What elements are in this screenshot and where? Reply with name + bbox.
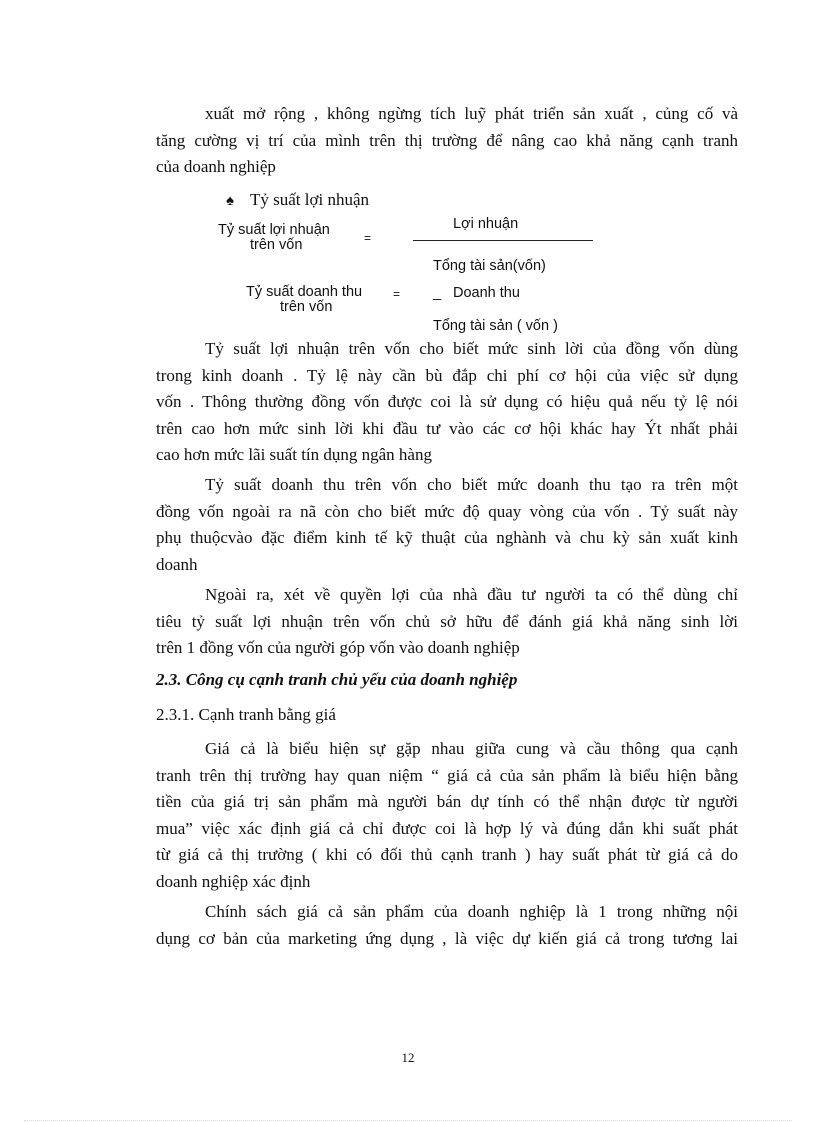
- formula-1-denominator: Tổng tài sản(vốn): [433, 258, 546, 274]
- paragraph-line: doanh nghiệp xác định: [156, 871, 311, 891]
- paragraph-line: vốn . Thông thường đồng vốn được coi là sử dụng có hiệu quả nếu tỷ lệ nói: [156, 392, 738, 411]
- paragraph-line: tranh trên thị trường hay quan niệm “ giá cả của sản phẩm là biểu hiện bằng: [156, 765, 738, 785]
- formula-1-label-line-2: trên vốn: [250, 237, 303, 253]
- paragraph-line: doanh: [156, 554, 198, 574]
- formula-2-numerator: Doanh thu: [453, 285, 520, 301]
- formula-2-equals: =: [393, 287, 401, 301]
- page-bottom-divider: [24, 1120, 792, 1121]
- bullet-text: Tỷ suất lợi nhuận: [250, 190, 369, 209]
- paragraph-line: Tỷ suất doanh thu trên vốn cho biết mức doanh thu tạo ra trên một: [205, 475, 738, 494]
- paragraph-line: dụng cơ bản của marketing ứng dụng , là việc dự kiến giá cả trong tương lai: [156, 928, 738, 948]
- paragraph-line: trên 1 đồng vốn của người góp vốn vào doanh nghiệp: [156, 638, 520, 657]
- paragraph-line: Giá cả là biểu hiện sự gặp nhau giữa cung và cầu thông qua cạnh: [205, 739, 738, 758]
- paragraph-line: trong kinh doanh . Tỷ lệ này cần bù đắp chi phí cơ hội của việc sử dụng: [156, 365, 738, 385]
- paragraph-3: [156, 472, 738, 578]
- paragraph-line: cao hơn mức lãi suất tín dụng ngân hàng: [156, 445, 432, 464]
- paragraph-line: Chính sách giá cả sản phẩm của doanh nghiệp là 1 trong những nội: [205, 902, 738, 921]
- formula-1-numerator: Lợi nhuận: [453, 216, 519, 232]
- bullet-item: [226, 190, 369, 210]
- paragraph-2: [156, 336, 738, 469]
- paragraph-line: mua” việc xác định giá cả chỉ được coi là hợp lý và đúng dắn khi suất phát: [156, 818, 738, 838]
- paragraph-line: tiền của giá trị sản phẩm mà người bán dự tính có thể nhận được từ người: [156, 792, 738, 811]
- paragraph-4: [156, 582, 738, 662]
- paragraph-1: [156, 101, 738, 181]
- formula-2-label-line-1: Tỷ suất doanh thu: [246, 284, 363, 300]
- formula-1-fraction-bar: [413, 240, 593, 241]
- paragraph-line: tăng cường vị trí của mình trên thị trường để nâng cao khả năng cạnh tranh: [156, 130, 738, 150]
- paragraph-line: từ giá cả thị trường ( khi có đối thủ cạnh tranh ) hay suất phát từ giá cả do: [156, 845, 738, 864]
- formula-2-dash: _: [433, 285, 442, 301]
- paragraph-line: đồng vốn ngoài ra nã còn cho biết mức độ quay vòng của vốn . Tỷ suất này: [156, 501, 738, 521]
- paragraph-line: phụ thuộcvào đặc điểm kinh tế kỹ thuật của nghành và chu kỳ sản xuất kinh: [156, 528, 738, 547]
- section-heading: 2.3. Công cụ cạnh tranh chủ yếu của doanh nghiệp: [156, 670, 518, 689]
- subsection-heading: 2.3.1. Cạnh tranh bằng giá: [156, 705, 336, 724]
- formula-2-denominator: Tổng tài sản ( vốn ): [433, 318, 558, 334]
- page-number: 12: [401, 1050, 415, 1065]
- paragraph-line: Tỷ suất lợi nhuận trên vốn cho biết mức sinh lời của đồng vốn dùng: [205, 339, 738, 358]
- formula-1-label-line-1: Tỷ suất lợi nhuận: [218, 222, 330, 238]
- formula-1-equals: =: [364, 231, 372, 245]
- spade-bullet-icon: ♠: [226, 193, 234, 209]
- paragraph-5: [156, 736, 738, 895]
- paragraph-line: tiêu tỷ suất lợi nhuận trên vốn chủ sở hữu để đánh giá khả năng sinh lời: [156, 611, 738, 631]
- paragraph-6: [156, 899, 738, 952]
- paragraph-line: Ngoài ra, xét về quyền lợi của nhà đầu tư người ta có thể dùng chỉ: [205, 585, 738, 604]
- paragraph-line: trên cao hơn mức sinh lời khi đầu tư vào các cơ hội khác hay Ýt nhất phải: [156, 418, 738, 438]
- paragraph-line: xuất mở rộng , không ngừng tích luỹ phát triển sản xuất , củng cố và: [205, 104, 738, 123]
- paragraph-line: của doanh nghiệp: [156, 157, 276, 176]
- formula-2-label-line-2: trên vốn: [280, 299, 333, 315]
